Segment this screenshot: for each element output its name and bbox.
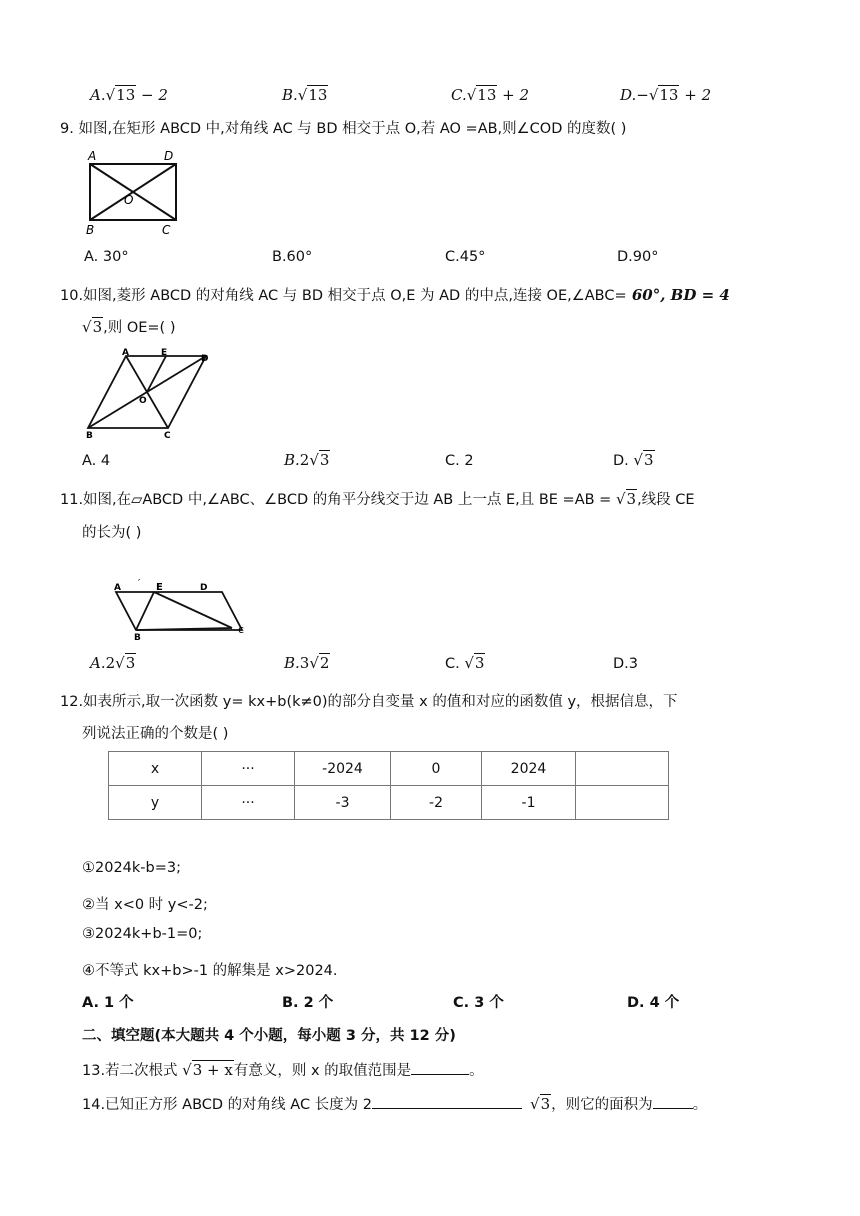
- q14-line: 14.已知正方形 ABCD 的对角线 AC 长度为 2 √3，则它的面积为 。: [82, 1095, 708, 1113]
- q12-option-b: B. 2 个: [282, 995, 334, 1011]
- q12-statement-4: ④不等式 kx+b>-1 的解集是 x>2024.: [82, 963, 338, 979]
- q12-statement-3: ③2024k+b-1=0;: [82, 926, 203, 942]
- q8-option-c: C.√13 + 2: [451, 86, 530, 104]
- q12-stem-line1: 12.如表所示,取一次函数 y= kx+b(k≠0)的部分自变量 x 的值和对应的函数值 y，根据信息，下: [60, 694, 678, 710]
- q11-stem-line2: 的长为( ): [82, 525, 142, 541]
- q12-statement-1: ①2024k-b=3;: [82, 860, 181, 876]
- q9-label-o: O: [124, 193, 134, 207]
- q9-label-c: C: [162, 223, 171, 237]
- q10-label-e: E: [161, 348, 168, 358]
- table-cell: y: [109, 786, 202, 820]
- q8-option-b: B.√13: [282, 86, 328, 104]
- table-cell: ···: [202, 752, 295, 786]
- q10-label-a: A: [122, 348, 129, 358]
- q9-option-b: B.60°: [272, 249, 313, 265]
- q12-stem-line2: 列说法正确的个数是( ): [82, 726, 229, 742]
- q11-stem-line1: 11.如图,在▱ABCD 中,∠ABC、∠BCD 的角平分线交于边 AB 上一点 E,且 BE =AB = √3,线段 CE: [60, 490, 695, 508]
- q14-answer-blank[interactable]: [653, 1093, 693, 1109]
- q12-option-d: D. 4 个: [627, 995, 680, 1011]
- q11-option-d: D.3: [613, 656, 638, 672]
- q9-label-d: D: [164, 149, 174, 163]
- q11-figure-parallelogram: [108, 576, 253, 642]
- q12-option-c: C. 3 个: [453, 995, 504, 1011]
- q10-option-a: A. 4: [82, 453, 111, 469]
- table-cell: -2: [391, 786, 482, 820]
- q9-option-a: A. 30°: [84, 249, 129, 265]
- q10-option-c: C. 2: [445, 453, 474, 469]
- q12-value-table: [108, 751, 669, 820]
- table-cell: -2024: [295, 752, 391, 786]
- q11-label-tick: ′: [138, 578, 141, 589]
- q9-label-b: B: [86, 223, 95, 237]
- q12-statement-2: ②当 x<0 时 y<-2;: [82, 897, 208, 913]
- q11-option-b: B.3√2: [284, 654, 330, 672]
- table-cell: [576, 786, 669, 820]
- q14-gap-line: [372, 1093, 522, 1109]
- q10-label-d: D: [201, 354, 209, 364]
- q13-line: 13.若二次根式 √3 + x有意义，则 x 的取值范围是 。: [82, 1061, 484, 1079]
- q10-label-c: C: [164, 431, 171, 440]
- table-cell: 2024: [482, 752, 576, 786]
- table-cell: -1: [482, 786, 576, 820]
- table-cell: [576, 752, 669, 786]
- q13-answer-blank[interactable]: [411, 1059, 469, 1075]
- table-cell: 0: [391, 752, 482, 786]
- table-row: [109, 752, 669, 786]
- q10-label-o: O: [139, 396, 147, 406]
- q12-option-a: A. 1 个: [82, 995, 134, 1011]
- q9-figure-rectangle: [80, 146, 190, 238]
- q8-option-d: D.−√13 + 2: [620, 86, 712, 104]
- q10-stem-line2: √3,则 OE=( ): [82, 318, 176, 336]
- q11-option-a: A.2√3: [90, 654, 136, 672]
- q11-label-b: B: [134, 633, 141, 642]
- q10-label-b: B: [86, 431, 93, 440]
- q8-option-a: A.√13 − 2: [90, 86, 168, 104]
- q10-option-b: B.2√3: [284, 451, 330, 469]
- q11-option-c: C. √3: [445, 654, 485, 672]
- table-row: [109, 786, 669, 820]
- table-cell: ···: [202, 786, 295, 820]
- section-heading-fill-in: 二、填空题(本大题共 4 个小题，每小题 3 分，共 12 分): [82, 1028, 456, 1044]
- q11-label-c: c: [238, 623, 245, 636]
- q10-stem-line1: 10.如图,菱形 ABCD 的对角线 AC 与 BD 相交于点 O,E 为 AD 的中点,连接 OE,∠ABC= 60°, BD = 4: [60, 286, 730, 304]
- table-cell: -3: [295, 786, 391, 820]
- q11-label-e: E: [156, 582, 163, 593]
- q10-figure-rhombus: [80, 346, 215, 440]
- q9-label-a: A: [88, 149, 97, 163]
- q9-option-c: C.45°: [445, 249, 486, 265]
- q11-label-d: D: [200, 583, 208, 593]
- q9-option-d: D.90°: [617, 249, 659, 265]
- q9-stem: 9. 如图,在矩形 ABCD 中,对角线 AC 与 BD 相交于点 O,若 AO =AB,则∠COD 的度数( ): [60, 121, 627, 137]
- q10-option-d: D. √3: [613, 451, 654, 469]
- table-cell: x: [109, 752, 202, 786]
- q11-label-a: A: [114, 583, 121, 593]
